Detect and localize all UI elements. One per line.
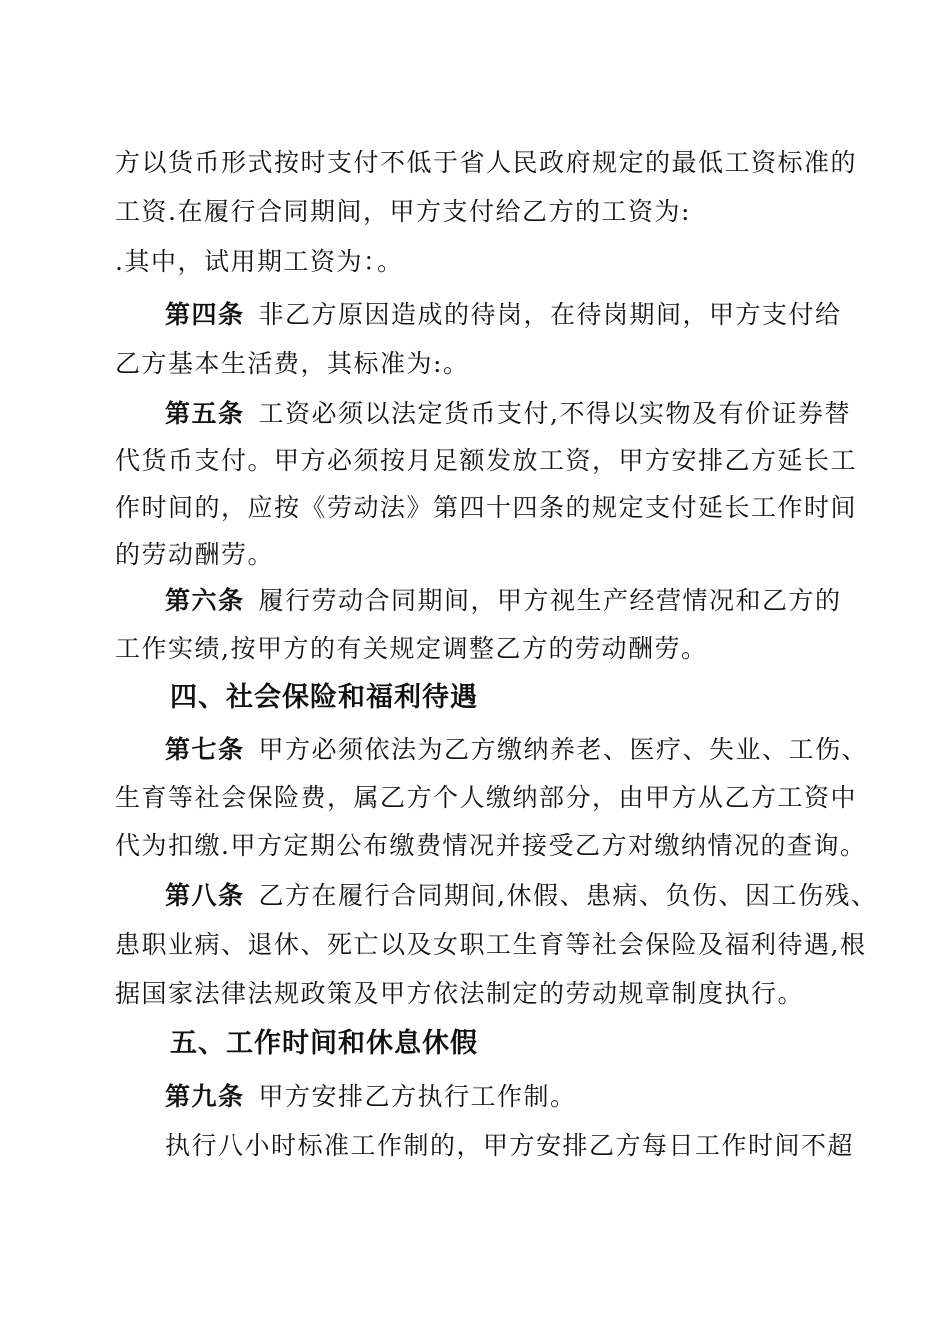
article-4-text: 非乙方原因造成的待岗，在待岗期间，甲方支付给 <box>258 300 842 329</box>
article-8-text: 乙方在履行合同期间,休假、患病、负伤、因工伤残、 <box>258 881 878 910</box>
article-7-text: 甲方必须依法为乙方缴纳养老、医疗、失业、工伤、 <box>258 735 869 764</box>
text-line: 作时间的，应按《劳动法》第四十四条的规定支付延长工作时间 <box>115 493 858 522</box>
article-6-text: 履行劳动合同期间，甲方视生产经营情况和乙方的 <box>258 586 842 615</box>
article-9-text: 甲方安排乙方执行工作制。 <box>258 1082 577 1111</box>
article-9-first-line <box>165 1080 577 1114</box>
article-8-first-line <box>165 879 877 913</box>
text-line: 乙方基本生活费，其标准为:。 <box>115 349 470 378</box>
article-7-label: 第七条 <box>165 735 245 764</box>
text-line: 工作实绩,按甲方的有关规定调整乙方的劳动酬劳。 <box>115 634 708 663</box>
text-line: 代为扣缴.甲方定期公布缴费情况并接受乙方对缴纳情况的查询。 <box>115 831 867 860</box>
text-line: 方以货币形式按时支付不低于省人民政府规定的最低工资标准的 <box>115 148 858 177</box>
article-5-text: 工资必须以法定货币支付,不得以实物及有价证券替 <box>258 399 851 428</box>
text-line: 工资.在履行合同期间，甲方支付给乙方的工资为: <box>115 197 691 226</box>
text-line: 据国家法律法规政策及甲方依法制定的劳动规章制度执行。 <box>115 979 805 1008</box>
article-4-label: 第四条 <box>165 300 245 329</box>
text-line: 执行八小时标准工作制的，甲方安排乙方每日工作时间不超 <box>165 1131 855 1160</box>
section-heading-4: 四、社会保险和福利待遇 <box>170 682 478 713</box>
article-7-first-line <box>165 733 868 767</box>
text-line: 患职业病、退休、死亡以及女职工生育等社会保险及福利待遇,根 <box>115 930 867 959</box>
section-heading-5: 五、工作时间和休息休假 <box>170 1028 478 1059</box>
text-line: .其中，试用期工资为：。 <box>115 247 404 276</box>
article-8-label: 第八条 <box>165 881 245 910</box>
text-line: 的劳动酬劳。 <box>115 540 275 569</box>
text-line: 生育等社会保险费，属乙方个人缴纳部分，由甲方从乙方工资中 <box>115 783 858 812</box>
article-6-first-line <box>165 584 842 618</box>
article-9-label: 第九条 <box>165 1082 245 1111</box>
article-5-label: 第五条 <box>165 399 245 428</box>
article-6-label: 第六条 <box>165 586 245 615</box>
article-4-first-line <box>165 298 842 332</box>
article-5-first-line <box>165 397 851 431</box>
text-line: 代货币支付。甲方必须按月足额发放工资，甲方安排乙方延长工 <box>115 446 858 475</box>
